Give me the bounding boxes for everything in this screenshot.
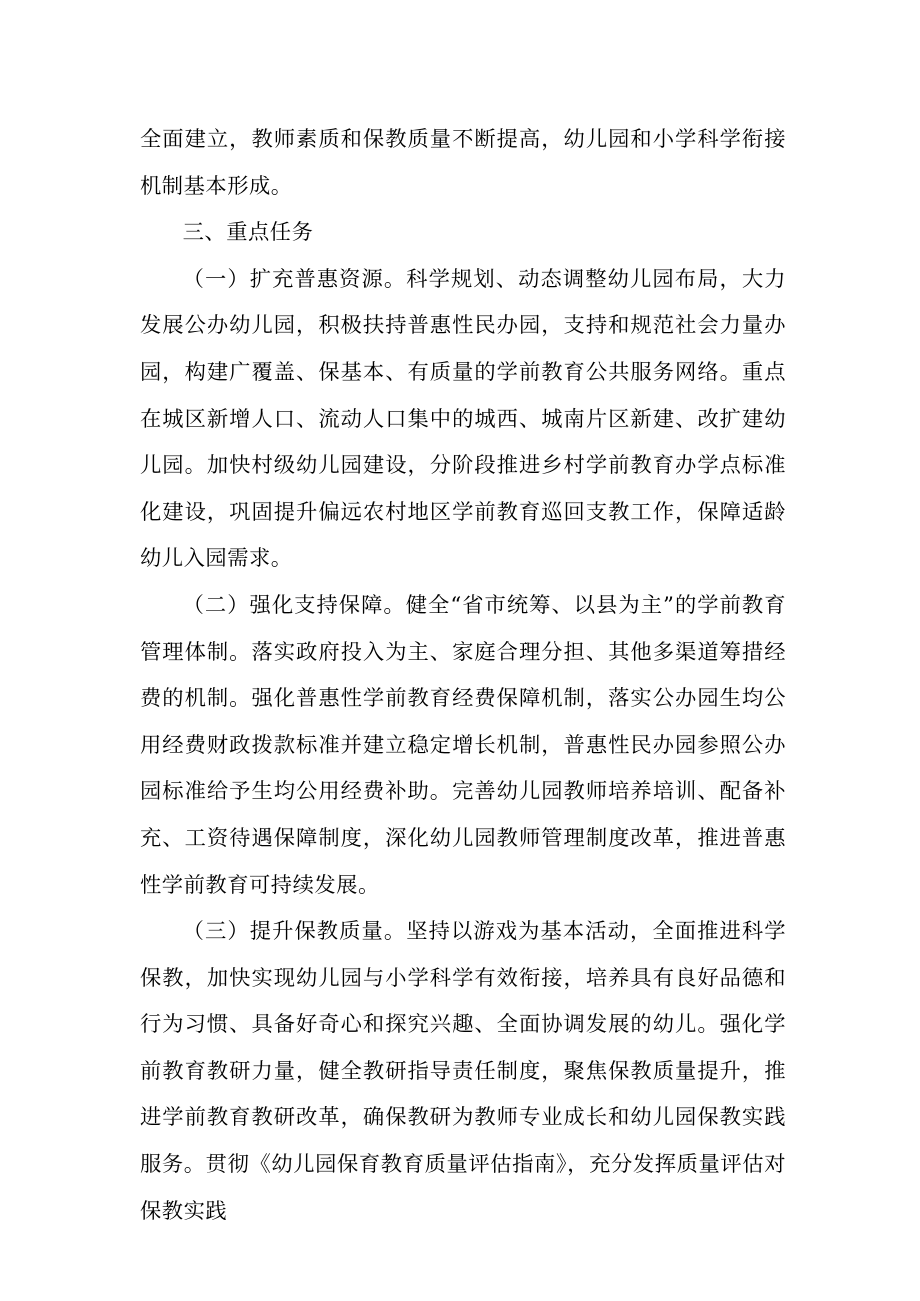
document-body bbox=[140, 117, 786, 1235]
continuation-paragraph: 全面建立，教师素质和保教质量不断提高，幼儿园和小学科学衔接机制基本形成。 bbox=[140, 127, 786, 199]
task-paragraph-education-quality: （三）提升保教质量。坚持以游戏为基本活动，全面推进科学保教，加快实现幼儿园与小学科学有效衔接，培养具有良好品德和行为习惯、具备好奇心和探究兴趣、全面协调发展的幼儿。强化学前教育教研力量，健全教研指导责任制度，聚焦保教质量提升，推进学前教育教研改革，确保教研为教师专业成长和幼儿园保教实践服务。贯彻《幼儿园保育教育质量评估指南》，充分发挥质量评估对保教实践 bbox=[140, 919, 786, 1224]
section-heading-key-tasks: 三、重点任务 bbox=[182, 220, 314, 246]
task-paragraph-expand-resources: （一）扩充普惠资源。科学规划、动态调整幼儿园布局，大力发展公办幼儿园，积极扶持普惠性民办园，支持和规范社会力量办园，构建广覆盖、保基本、有质量的学前教育公共服务网络。重点在城区新增人口、流动人口集中的城西、城南片区新建、改扩建幼儿园。加快村级幼儿园建设，分阶段推进乡村学前教育办学点标准化建设，巩固提升偏远农村地区学前教育巡回支教工作，保障适龄幼儿入园需求。 bbox=[140, 266, 786, 572]
task-paragraph-support-guarantee: （二）强化支持保障。健全“省市统筹、以县为主”的学前教育管理体制。落实政府投入为主、家庭合理分担、其他多渠道筹措经费的机制。强化普惠性学前教育经费保障机制，落实公办园生均公用经费财政拨款标准并建立稳定增长机制，普惠性民办园参照公办园标准给予生均公用经费补助。完善幼儿园教师培养培训、配备补充、工资待遇保障制度，深化幼儿园教师管理制度改革，推进普惠性学前教育可持续发展。 bbox=[140, 592, 786, 898]
